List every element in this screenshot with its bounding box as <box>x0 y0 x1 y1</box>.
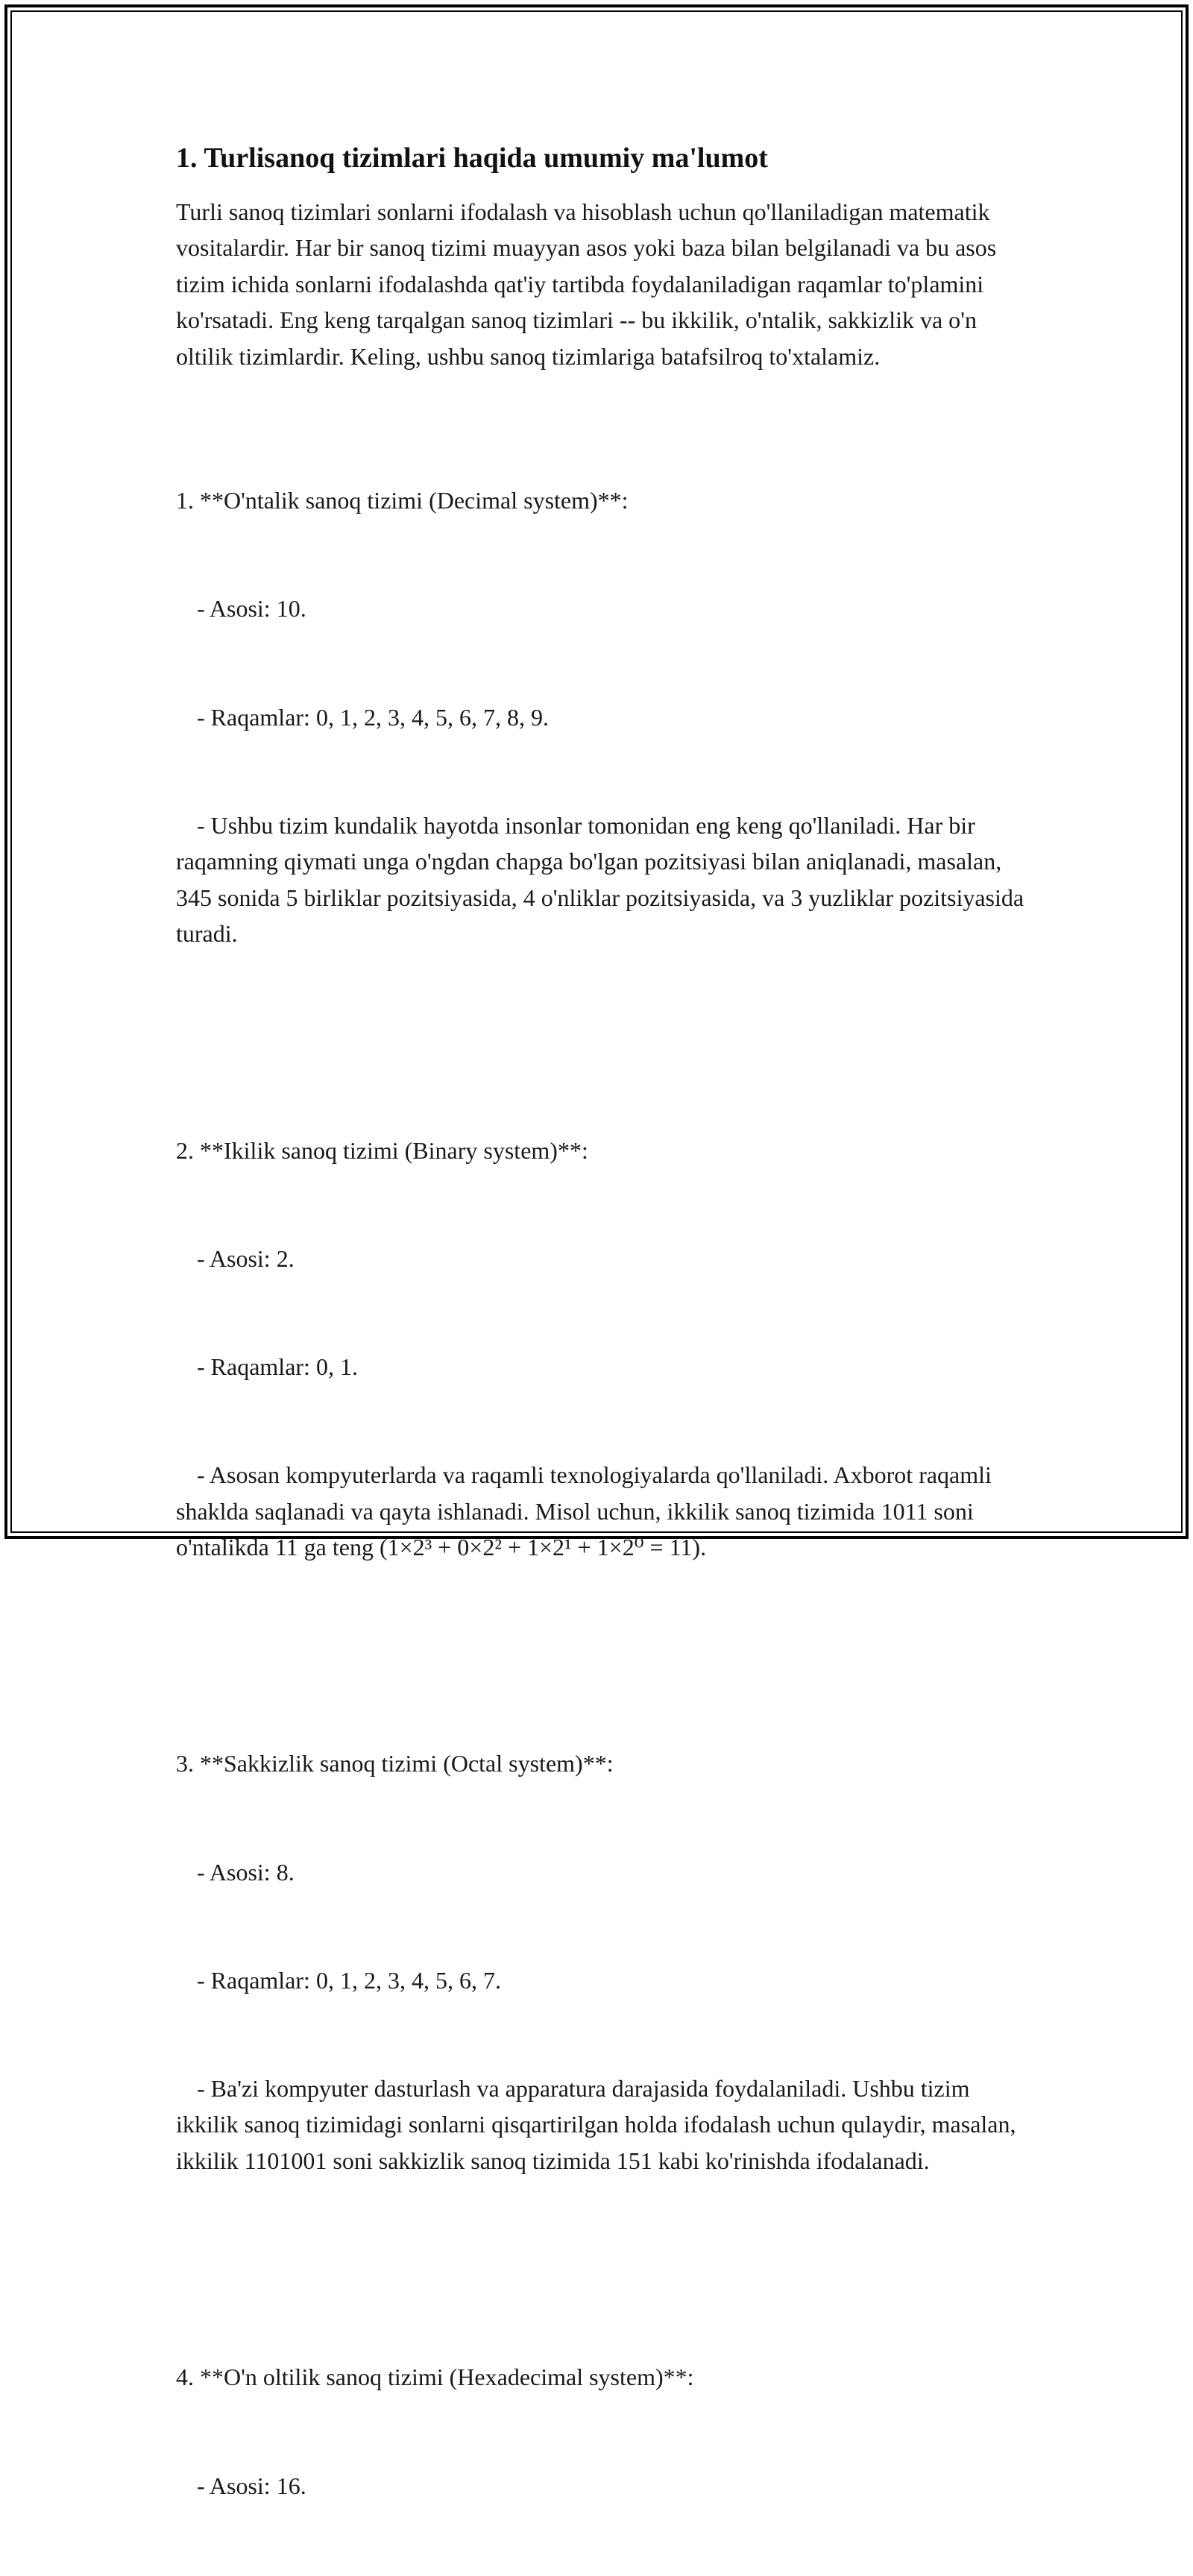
section-digits: - Raqamlar: 0, 1. <box>197 1352 358 1380</box>
section-note: - Ba'zi kompyuter dasturlash va apparatura darajasida foydalaniladi. Ushbu tizim ikkilik sanoq tizimidagi sonlarni qisqartirilgan holda ifodalash uchun qulaydir, masalan, ikkilik 1101001 soni sakkizlik sanoq tizimida 151 kabi ko'rinishda ifodalanadi. <box>176 2075 1022 2174</box>
section-title: 4. **O'n oltilik sanoq tizimi (Hexadecimal system)**: <box>176 2364 694 2391</box>
section-note: - Asosan kompyuterlarda va raqamli texnologiyalarda qo'llaniladi. Axborot raqamli shaklda saqlanadi va qayta ishlanadi. Misol uchun, ikkilik sanoq tizimida 1011 soni o'ntalikda 11 ga teng (1×2³ + 0×2² + 1×2¹ + 1×2⁰ = 11). <box>176 1461 998 1561</box>
section-hexadecimal <box>176 2287 1033 2576</box>
section-title: 2. **Ikilik sanoq tizimi (Binary system)**: <box>176 1136 588 1164</box>
section-title: 1. **O'ntalik sanoq tizimi (Decimal system)**: <box>176 487 629 514</box>
section-binary <box>176 1060 1033 1638</box>
intro-paragraph: Turli sanoq tizimlari sonlarni ifodalash va hisoblash uchun qo'llaniladigan matematik vositalardir. Har bir sanoq tizimi muayyan asos yoki baza bilan belgilanadi va bu asos tizim ichida sonlarni ifodalashda qat'iy tartibda foydalaniladigan raqamlar to'plamini ko'rsatadi. Eng keng tarqalgan sanoq tizimlari -- bu ikkilik, o'ntalik, sakkizlik va o'n oltilik tizimlardir. Keling, ushbu sanoq tizimlariga batafsilroq to'xtalamiz. <box>176 198 1003 370</box>
document-body <box>176 140 1033 2576</box>
section-base: - Asosi: 8. <box>197 1858 295 1886</box>
section-base: - Asosi: 16. <box>197 2472 306 2499</box>
section-octal <box>176 1674 1033 2252</box>
section-digits: - Raqamlar: 0, 1, 2, 3, 4, 5, 6, 7, 8, 9. <box>197 703 549 731</box>
section-base: - Asosi: 10. <box>197 595 306 623</box>
section-digits: - Raqamlar: 0, 1, 2, 3, 4, 5, 6, 7. <box>197 1966 501 1994</box>
section-base: - Asosi: 2. <box>197 1244 295 1272</box>
section-note: - Ushbu tizim kundalik hayotda insonlar tomonidan eng keng qo'llaniladi. Har bir raqamning qiymati unga o'ngdan chapga bo'lgan pozitsiyasi bilan aniqlanadi, masalan, 345 sonida 5 birliklar pozitsiyasida, 4 o'nliklar pozitsiyasida, va 3 yuzliklar pozitsiyasida turadi. <box>176 811 1030 948</box>
document-heading: 1. Turlisanoq tizimlari haqida umumiy ma'lumot <box>176 142 768 174</box>
section-title: 3. **Sakkizlik sanoq tizimi (Octal system)**: <box>176 1750 614 1777</box>
section-decimal <box>176 410 1033 1024</box>
